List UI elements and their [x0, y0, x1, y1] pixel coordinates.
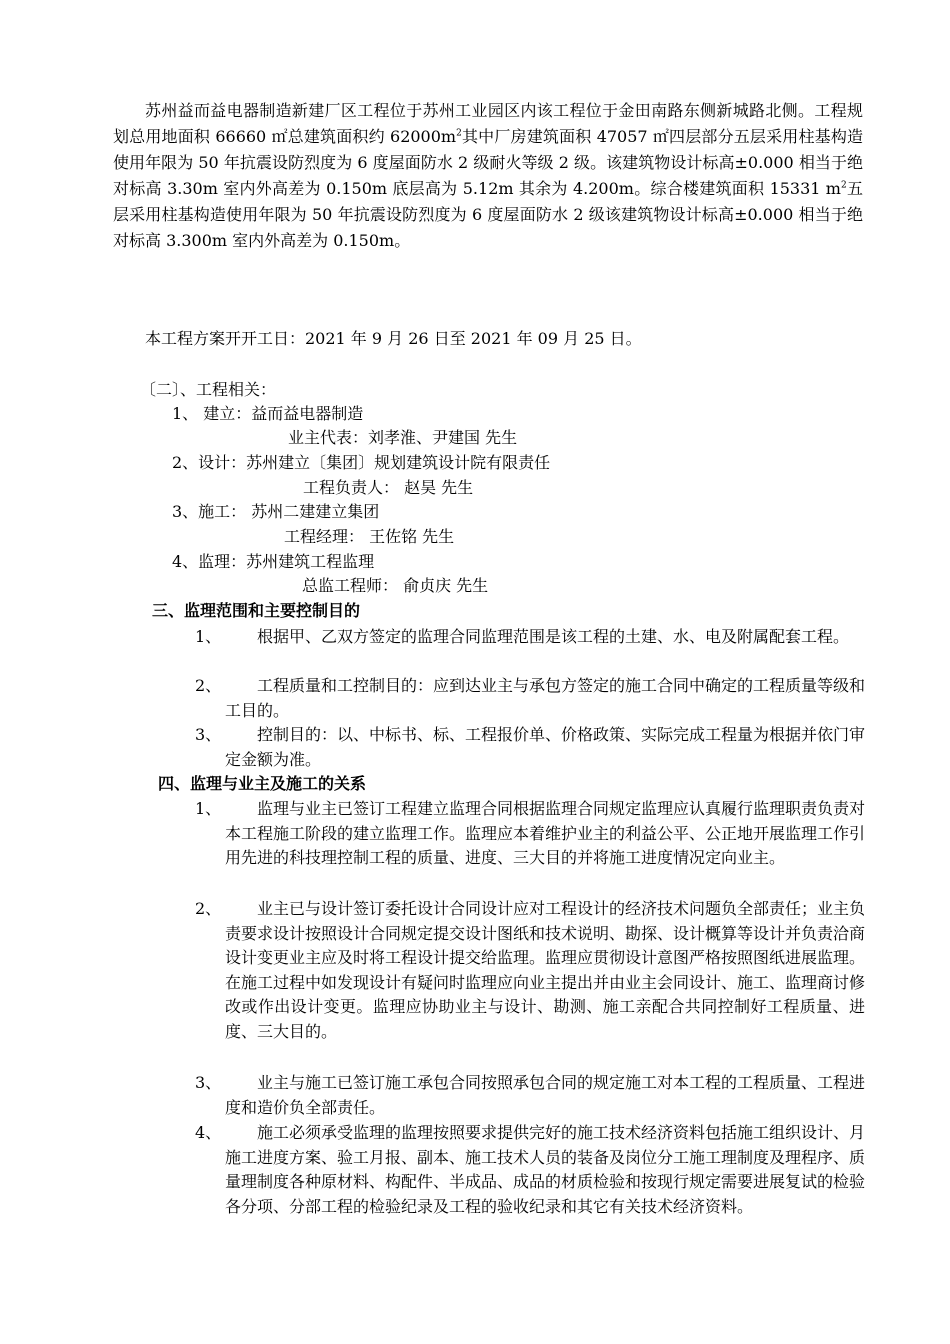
- section-4-item-1-text: 监理与业主已签订工程建立监理合同根据监理合同规定监理应认真履行监理职责负责对本工程施工阶段的建立监理工作。监理应本着维护业主的利益公平、公正地开展监理工作引用先进的科技理控制工程的质量、进度、三大目的并将施工进度情况定向业主。: [225, 799, 866, 867]
- section-2-item-1-contact: 业主代表：刘孝淮、尹建国 先生: [288, 428, 518, 447]
- overview-text-part-1: 苏州益而益电器制造新建厂区工程位于苏州工业园区内该工程位于金田南路东侧新城路北侧。工程规划总用地面积 66660 ㎡总建筑面积约 62000m: [113, 101, 863, 146]
- section-3-title: 三、监理范围和主要控制目的: [152, 601, 361, 620]
- section-2-item-4: 4、监理：苏州建筑工程监理: [172, 552, 375, 571]
- section-3-item-2-number: 2、: [195, 676, 222, 695]
- superscript-2: 2: [840, 180, 847, 191]
- section-2-title: 〔二〕、工程相关：: [140, 380, 277, 399]
- section-3-item-1-text: 根据甲、乙双方签定的监理合同监理范围是该工程的土建、水、电及附属配套工程。: [257, 627, 850, 646]
- schedule-line: 本工程方案开开工日：2021 年 9 月 26 日至 2021 年 09 月 25 日。: [145, 329, 642, 348]
- section-4-item-3-number: 3、: [195, 1073, 222, 1092]
- section-3-item-2-text: 工程质量和工控制目的：应到达业主与承包方签定的施工合同中确定的工程质量等级和工目的。: [225, 676, 866, 720]
- section-3-item-3-text: 控制目的：以、中标书、标、工程报价单、价格政策、实际完成工程量为根据并依门审定金额为准。: [225, 725, 866, 769]
- section-4-title: 四、监理与业主及施工的关系: [158, 774, 367, 793]
- section-4-item-1-number: 1、: [195, 799, 222, 818]
- section-2-item-2: 2、设计：苏州建立〔集团〕规划建筑设计院有限责任: [172, 453, 551, 472]
- overview-text-part-3: 五层采用柱基构造使用年限为 50 年抗震设防烈度为 6 度屋面防水 2 级该建筑物设计标高±0.000 相当于绝对标高 3.300m 室内外高差为 0.150m。: [113, 179, 863, 250]
- section-3-item-3-number: 3、: [195, 725, 222, 744]
- section-2-item-3-contact: 工程经理： 王佐铭 先生: [284, 527, 455, 546]
- section-4-item-2-text: 业主已与设计签订委托设计合同设计应对工程设计的经济技术问题负全部责任；业主负责要求设计按照设计合同规定提交设计图纸和技术说明、勘探、设计概算等设计并负责洽商设计变更业主应及时将工程设计提交给监理。监理应贯彻设计意图严格按照图纸进展监理。在施工过程中如发现设计有疑问时监理应向业主提出并由业主会同设计、施工、监理商讨修改或作出设计变更。监理应协助业主与设计、勘测、施工亲配合共同控制好工程质量、进度、三大目的。: [225, 899, 866, 1041]
- section-2-item-2-contact: 工程负责人： 赵昊 先生: [303, 478, 474, 497]
- section-4-item-3-text: 业主与施工已签订施工承包合同按照承包合同的规定施工对本工程的工程质量、工程进度和造价负全部责任。: [225, 1073, 866, 1117]
- overview-text-part-2: 其中厂房建筑面积 47057 ㎡四层部分五层采用柱基构造使用年限为 50 年抗震设防烈度为 6 度屋面防水 2 级耐火等级 2 级。该建筑物设计标高±0.000 相当于绝对标高 3.30m 室内外高差为 0.150m 底层高为 5.12m 其余为 4.200m。综合楼建筑面积 15331 m: [113, 127, 863, 198]
- section-4-item-4-number: 4、: [195, 1123, 222, 1142]
- section-2-item-1: 1、 建立：益而益电器制造: [172, 404, 364, 423]
- section-4-item-2-number: 2、: [195, 899, 222, 918]
- section-2-item-3: 3、施工： 苏州二建建立集团: [172, 502, 380, 521]
- section-3-item-1-number: 1、: [195, 627, 222, 646]
- section-4-item-4-text: 施工必须承受监理的监理按照要求提供完好的施工技术经济资料包括施工组织设计、月施工进度方案、验工月报、副本、施工技术人员的装备及岗位分工施工理制度及理程序、质量理制度各种原材料、构配件、半成品、成品的材质检验和按现行规定需要进展复试的检验各分项、分部工程的检验纪录及工程的验收纪录和其它有关技术经济资料。: [225, 1123, 866, 1216]
- superscript-2: 2: [456, 128, 462, 139]
- project-overview-paragraph: [113, 98, 863, 254]
- section-2-item-4-contact: 总监工程师： 俞贞庆 先生: [302, 576, 489, 595]
